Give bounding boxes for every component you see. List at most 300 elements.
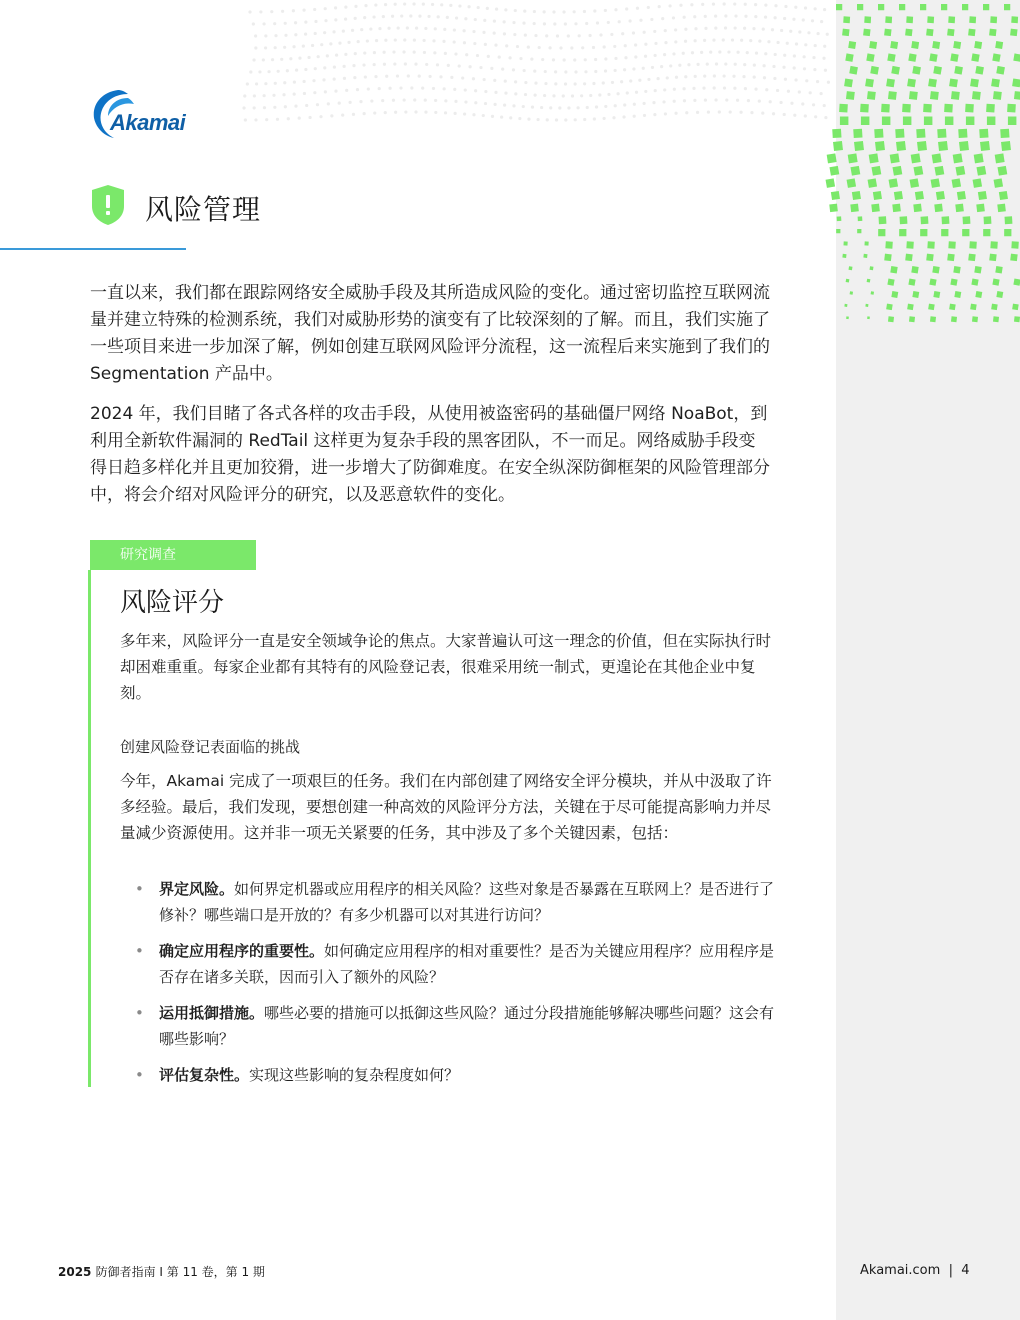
- green-dot: [949, 78, 958, 87]
- decorative-dot: [707, 111, 710, 114]
- decorative-dot: [573, 58, 576, 61]
- decorative-dot: [592, 82, 595, 85]
- decorative-dot: [369, 27, 372, 30]
- decorative-dot: [347, 41, 350, 44]
- decorative-dot: [792, 18, 795, 21]
- decorative-dot: [427, 15, 430, 18]
- decorative-dot: [494, 44, 497, 47]
- decorative-dot: [546, 118, 549, 121]
- green-dot: [986, 104, 995, 113]
- decorative-dot: [333, 77, 336, 80]
- decorative-dot: [443, 28, 446, 31]
- green-dot: [882, 116, 891, 125]
- green-dot: [1012, 304, 1019, 311]
- decorative-dot: [414, 63, 417, 66]
- decorative-dot: [767, 40, 770, 43]
- decorative-dot: [276, 118, 279, 121]
- decorative-dot: [736, 99, 739, 102]
- decorative-dot: [583, 10, 586, 13]
- decorative-dot: [327, 102, 330, 105]
- decorative-dot: [303, 80, 306, 83]
- decorative-dot: [533, 22, 536, 25]
- decorative-dot: [564, 22, 567, 25]
- green-dot: [995, 153, 1005, 163]
- decorative-dot: [644, 55, 647, 58]
- decorative-dot: [558, 106, 561, 109]
- decorative-dot: [464, 17, 467, 20]
- decorative-dot: [349, 101, 352, 104]
- decorative-dot: [453, 88, 456, 91]
- decorative-dot: [363, 16, 366, 19]
- decorative-dot: [272, 94, 275, 97]
- decorative-dot: [317, 55, 320, 58]
- section-title: 风险评分: [120, 588, 225, 618]
- green-dot: [930, 316, 936, 322]
- decorative-dot: [264, 46, 267, 49]
- green-dot: [911, 266, 918, 273]
- green-dot: [954, 66, 963, 75]
- akamai-logo-text: Akamai: [110, 110, 186, 135]
- decorative-dot: [467, 5, 470, 8]
- decorative-dot: [449, 4, 452, 7]
- decorative-dot: [779, 101, 782, 104]
- decorative-dot: [693, 99, 696, 102]
- decorative-dot: [652, 101, 655, 104]
- decorative-dot: [258, 70, 261, 73]
- decorative-dot: [454, 112, 457, 115]
- decorative-dot: [755, 52, 758, 55]
- decorative-dot: [504, 8, 507, 11]
- decorative-dot: [353, 76, 356, 79]
- decorative-dot: [323, 31, 326, 34]
- decorative-dot: [409, 14, 412, 17]
- research-tag: 研究调查: [90, 540, 256, 570]
- decorative-dot: [281, 10, 284, 13]
- green-dot: [849, 266, 853, 270]
- green-dot: [1004, 229, 1011, 236]
- decorative-dot: [803, 67, 806, 70]
- decorative-dot: [359, 100, 362, 103]
- green-dot: [911, 153, 921, 163]
- green-dot: [941, 4, 947, 10]
- green-dot: [957, 191, 966, 200]
- decorative-dot: [453, 40, 456, 43]
- decorative-dot: [584, 58, 587, 61]
- decorative-dot: [378, 87, 381, 90]
- decorative-dot: [563, 58, 566, 61]
- green-dot: [948, 241, 955, 248]
- green-dot: [908, 53, 916, 61]
- decorative-dot: [384, 3, 387, 6]
- green-dot: [861, 116, 870, 125]
- decorative-dot: [793, 66, 796, 69]
- decorative-dot: [465, 53, 468, 56]
- page-title: 风险管理: [145, 193, 262, 226]
- green-dot: [899, 4, 905, 10]
- green-dot: [890, 153, 900, 163]
- green-dot: [867, 91, 876, 100]
- decorative-dot: [425, 63, 428, 66]
- decorative-dot: [654, 89, 657, 92]
- shield-alert-icon: [90, 184, 126, 226]
- green-dot: [906, 16, 913, 23]
- decorative-dot: [314, 20, 317, 23]
- decorative-dot: [744, 3, 747, 6]
- green-dot: [974, 266, 981, 273]
- decorative-dot: [662, 100, 665, 103]
- decorative-dot: [293, 93, 296, 96]
- decorative-dot: [334, 6, 337, 9]
- decorative-dot: [484, 43, 487, 46]
- decorative-dot: [252, 22, 255, 25]
- decorative-dot: [329, 42, 332, 45]
- decorative-dot: [773, 77, 776, 80]
- decorative-dot: [484, 102, 487, 105]
- decorative-dot: [387, 27, 390, 30]
- decorative-dot: [314, 67, 317, 70]
- decorative-dot: [714, 15, 717, 18]
- green-dot: [994, 178, 1004, 188]
- green-dot: [889, 178, 899, 188]
- decorative-dot: [494, 103, 497, 106]
- decorative-dot: [447, 64, 450, 67]
- decorative-dot: [658, 5, 661, 8]
- decorative-dot: [613, 45, 616, 48]
- decorative-dot: [352, 113, 355, 116]
- footer-site-link[interactable]: Akamai.com: [860, 1263, 941, 1278]
- decorative-dot: [476, 54, 479, 57]
- decorative-dot: [396, 74, 399, 77]
- decorative-dot: [673, 88, 676, 91]
- green-dot: [887, 53, 895, 61]
- decorative-dot: [332, 30, 335, 33]
- decorative-dot: [544, 70, 547, 73]
- decorative-dot: [672, 16, 675, 19]
- green-dot: [997, 204, 1006, 213]
- decorative-dot: [277, 70, 280, 73]
- decorative-dot: [683, 99, 686, 102]
- decorative-dot: [790, 102, 793, 105]
- green-dot: [885, 16, 892, 23]
- decorative-dot: [522, 22, 525, 25]
- decorative-dot: [602, 81, 605, 84]
- green-dot: [892, 166, 902, 176]
- green-dot: [908, 279, 915, 286]
- decorative-dot: [372, 15, 375, 18]
- intro-text-2: 2024 年，我们目睹了各式各样的攻击手段，从使用被盗密码的基础僵尸网络 NoaBot，到利用全新软件漏洞的 RedTail 这样更为复杂手段的黑客团队，不一而足。网络威胁手段变得日趋多样化并且更加狡猾，进一步增大了防御难度。在安全纵深防御框架的风险管理部分中，将会介绍对风险评分的研究，以及恶意软件的变化。: [90, 404, 770, 505]
- decorative-dot: [252, 58, 255, 61]
- decorative-dot: [403, 98, 406, 101]
- decorative-dot: [264, 34, 267, 37]
- decorative-dot: [243, 94, 246, 97]
- decorative-dot: [378, 27, 381, 30]
- decorative-dot: [404, 110, 407, 113]
- green-dot: [827, 153, 837, 163]
- decorative-dot: [436, 63, 439, 66]
- green-dot: [983, 4, 989, 10]
- decorative-dot: [543, 22, 546, 25]
- decorative-dot: [814, 7, 817, 10]
- decorative-dot: [324, 19, 327, 22]
- decorative-dot: [253, 94, 256, 97]
- green-dot: [990, 241, 997, 248]
- green-dot: [951, 316, 957, 322]
- decorative-dot: [464, 88, 467, 91]
- green-dot: [971, 279, 978, 286]
- decorative-dot: [503, 20, 506, 23]
- green-dot: [932, 41, 940, 49]
- decorative-dot: [663, 53, 666, 56]
- decorative-dot: [574, 118, 577, 121]
- decorative-dot: [574, 70, 577, 73]
- decorative-dot: [772, 112, 775, 115]
- decorative-dot: [267, 70, 270, 73]
- decorative-dot: [424, 27, 427, 30]
- decorative-dot: [423, 39, 426, 42]
- green-dot: [934, 166, 944, 176]
- decorative-dot: [454, 52, 457, 55]
- decorative-dot: [774, 4, 777, 7]
- green-dot: [993, 91, 1002, 100]
- decorative-dot: [394, 38, 397, 41]
- decorative-dot: [424, 111, 427, 114]
- green-dot: [842, 29, 849, 36]
- green-dot: [849, 66, 858, 75]
- decorative-dot: [246, 82, 249, 85]
- decorative-dot: [394, 3, 397, 6]
- decorative-dot: [798, 90, 801, 93]
- decorative-dot: [536, 118, 539, 121]
- decorative-dot: [249, 70, 252, 73]
- green-dot: [836, 4, 842, 10]
- decorative-dot: [283, 81, 286, 84]
- decorative-dot: [397, 26, 400, 29]
- decorative-dot: [274, 46, 277, 49]
- decorative-dot: [593, 117, 596, 120]
- green-dot: [915, 191, 924, 200]
- decorative-dot: [352, 64, 355, 67]
- decorative-dot: [302, 45, 305, 48]
- decorative-dot: [762, 28, 765, 31]
- decorative-dot: [294, 33, 297, 36]
- decorative-dot: [354, 5, 357, 8]
- decorative-dot: [524, 81, 527, 84]
- decorative-dot: [458, 4, 461, 7]
- decorative-dot: [421, 87, 424, 90]
- green-dot: [974, 41, 982, 49]
- green-dot-pattern: [820, 0, 1020, 330]
- green-dot: [942, 216, 950, 224]
- green-dot: [1013, 279, 1020, 286]
- green-dot: [989, 29, 996, 36]
- green-dot: [963, 216, 971, 224]
- decorative-dot: [703, 75, 706, 78]
- green-dot: [959, 141, 969, 151]
- decorative-dot: [503, 32, 506, 35]
- decorative-dot: [564, 70, 567, 73]
- decorative-dot: [685, 111, 688, 114]
- decorative-dot: [811, 19, 814, 22]
- decorative-dot: [555, 118, 558, 121]
- green-dot: [983, 229, 990, 236]
- decorative-dot: [624, 44, 627, 47]
- decorative-dot: [413, 98, 416, 101]
- decorative-dot: [633, 103, 636, 106]
- green-dot: [888, 316, 894, 322]
- green-dot: [864, 16, 871, 23]
- decorative-dot: [734, 26, 737, 29]
- decorative-dot: [384, 111, 387, 114]
- green-dot: [909, 91, 918, 100]
- decorative-dot: [687, 63, 690, 66]
- decorative-dot: [784, 5, 787, 8]
- list-item-bold: 确定应用程序的重要性。: [159, 942, 325, 960]
- decorative-dot: [283, 46, 286, 49]
- decorative-dot: [754, 3, 757, 6]
- green-dot: [850, 166, 860, 176]
- decorative-dot: [782, 66, 785, 69]
- decorative-dot: [580, 94, 583, 97]
- decorative-dot: [718, 110, 721, 113]
- decorative-dot: [479, 66, 482, 69]
- decorative-dot: [653, 30, 656, 33]
- decorative-dot: [383, 51, 386, 54]
- green-dot: [921, 216, 929, 224]
- decorative-dot: [500, 116, 503, 119]
- list-item-text: 实现这些影响的复杂程度如何？: [249, 1066, 460, 1084]
- decorative-dot: [367, 87, 370, 90]
- decorative-dot: [311, 44, 314, 47]
- decorative-dot: [584, 70, 587, 73]
- decorative-dot: [562, 10, 565, 13]
- green-dot: [953, 266, 960, 273]
- decorative-dot: [589, 34, 592, 37]
- decorative-dot: [774, 53, 777, 56]
- green-dot: [933, 66, 942, 75]
- green-dot: [848, 41, 856, 49]
- green-dot: [931, 178, 941, 188]
- decorative-dot: [764, 52, 767, 55]
- list-item: [120, 876, 785, 928]
- decorative-dot: [373, 51, 376, 54]
- decorative-dot: [248, 10, 251, 13]
- decorative-dot: [616, 92, 619, 95]
- decorative-dot: [809, 91, 812, 94]
- decorative-dot: [816, 80, 819, 83]
- decorative-dot: [692, 87, 695, 90]
- decorative-dot: [595, 105, 598, 108]
- decorative-dot: [803, 55, 806, 58]
- decorative-dot: [611, 81, 614, 84]
- decorative-dot: [534, 82, 537, 85]
- green-dot: [860, 104, 869, 113]
- decorative-dot: [622, 115, 625, 118]
- decorative-dot: [469, 65, 472, 68]
- decorative-dot: [703, 39, 706, 42]
- green-dot: [932, 153, 942, 163]
- green-dot: [926, 29, 933, 36]
- decorative-dot: [504, 92, 507, 95]
- decorative-dot: [453, 28, 456, 31]
- green-dot: [868, 178, 878, 188]
- decorative-dot: [666, 76, 669, 79]
- decorative-dot: [324, 90, 327, 93]
- decorative-dot: [805, 79, 808, 82]
- green-dot: [832, 129, 841, 138]
- decorative-dot: [294, 21, 297, 24]
- green-dot: [890, 41, 898, 49]
- bullet-dot-icon: •: [135, 1066, 144, 1084]
- green-dot: [857, 4, 863, 10]
- decorative-dot: [673, 100, 676, 103]
- decorative-dot: [589, 94, 592, 97]
- decorative-dot: [723, 2, 726, 5]
- decorative-dot: [674, 40, 677, 43]
- decorative-dot: [344, 53, 347, 56]
- green-dot: [892, 204, 901, 213]
- decorative-dot: [814, 115, 817, 118]
- decorative-dot: [742, 75, 745, 78]
- decorative-dot: [303, 92, 306, 95]
- footer-site-page: [860, 1263, 970, 1278]
- decorative-dot: [514, 80, 517, 83]
- decorative-dot: [382, 15, 385, 18]
- list-item-text: 哪些必要的措施可以抵御这些风险？通过分段措施能够解决哪些问题？这会有哪些影响？: [159, 1004, 775, 1048]
- decorative-dot: [333, 65, 336, 68]
- decorative-dot: [603, 117, 606, 120]
- decorative-dot: [713, 74, 716, 77]
- decorative-dot: [780, 29, 783, 32]
- list-item-bold: 评估复杂性。: [159, 1066, 250, 1084]
- decorative-dot: [702, 87, 705, 90]
- green-dot: [907, 304, 914, 311]
- decorative-dot: [473, 42, 476, 45]
- list-item-text: 如何界定机器或应用程序的相关风险？这些对象是否暴露在互联网上？是否进行了修补？哪些端口是开放的？有多少机器可以对其进行访问？: [159, 880, 775, 924]
- green-dot: [843, 241, 847, 245]
- decorative-dot: [696, 111, 699, 114]
- decorative-dot: [604, 69, 607, 72]
- decorative-dot: [433, 51, 436, 54]
- decorative-dot: [746, 51, 749, 54]
- green-dot: [886, 78, 895, 87]
- decorative-dot: [714, 27, 717, 30]
- green-dot: [895, 129, 904, 138]
- decorative-dot: [531, 106, 534, 109]
- decorative-dot: [530, 58, 533, 61]
- green-dot: [858, 216, 863, 221]
- decorative-dot: [385, 75, 388, 78]
- decorative-dot: [429, 75, 432, 78]
- decorative-dot: [407, 74, 410, 77]
- decorative-dot: [554, 82, 557, 85]
- decorative-dot: [684, 40, 687, 43]
- green-dot: [947, 254, 954, 261]
- decorative-dot: [413, 51, 416, 54]
- decorative-dot: [727, 50, 730, 53]
- decorative-dot: [776, 89, 779, 92]
- decorative-dot: [484, 90, 487, 93]
- decorative-dot: [636, 7, 639, 10]
- green-dot: [962, 229, 969, 236]
- decorative-dot: [643, 31, 646, 34]
- green-dot: [913, 166, 923, 176]
- decorative-dot: [725, 98, 728, 101]
- decorative-dot: [313, 91, 316, 94]
- green-dot: [867, 316, 870, 319]
- intro-paragraph-1: [90, 280, 770, 388]
- decorative-dot: [722, 38, 725, 41]
- decorative-dot: [463, 41, 466, 44]
